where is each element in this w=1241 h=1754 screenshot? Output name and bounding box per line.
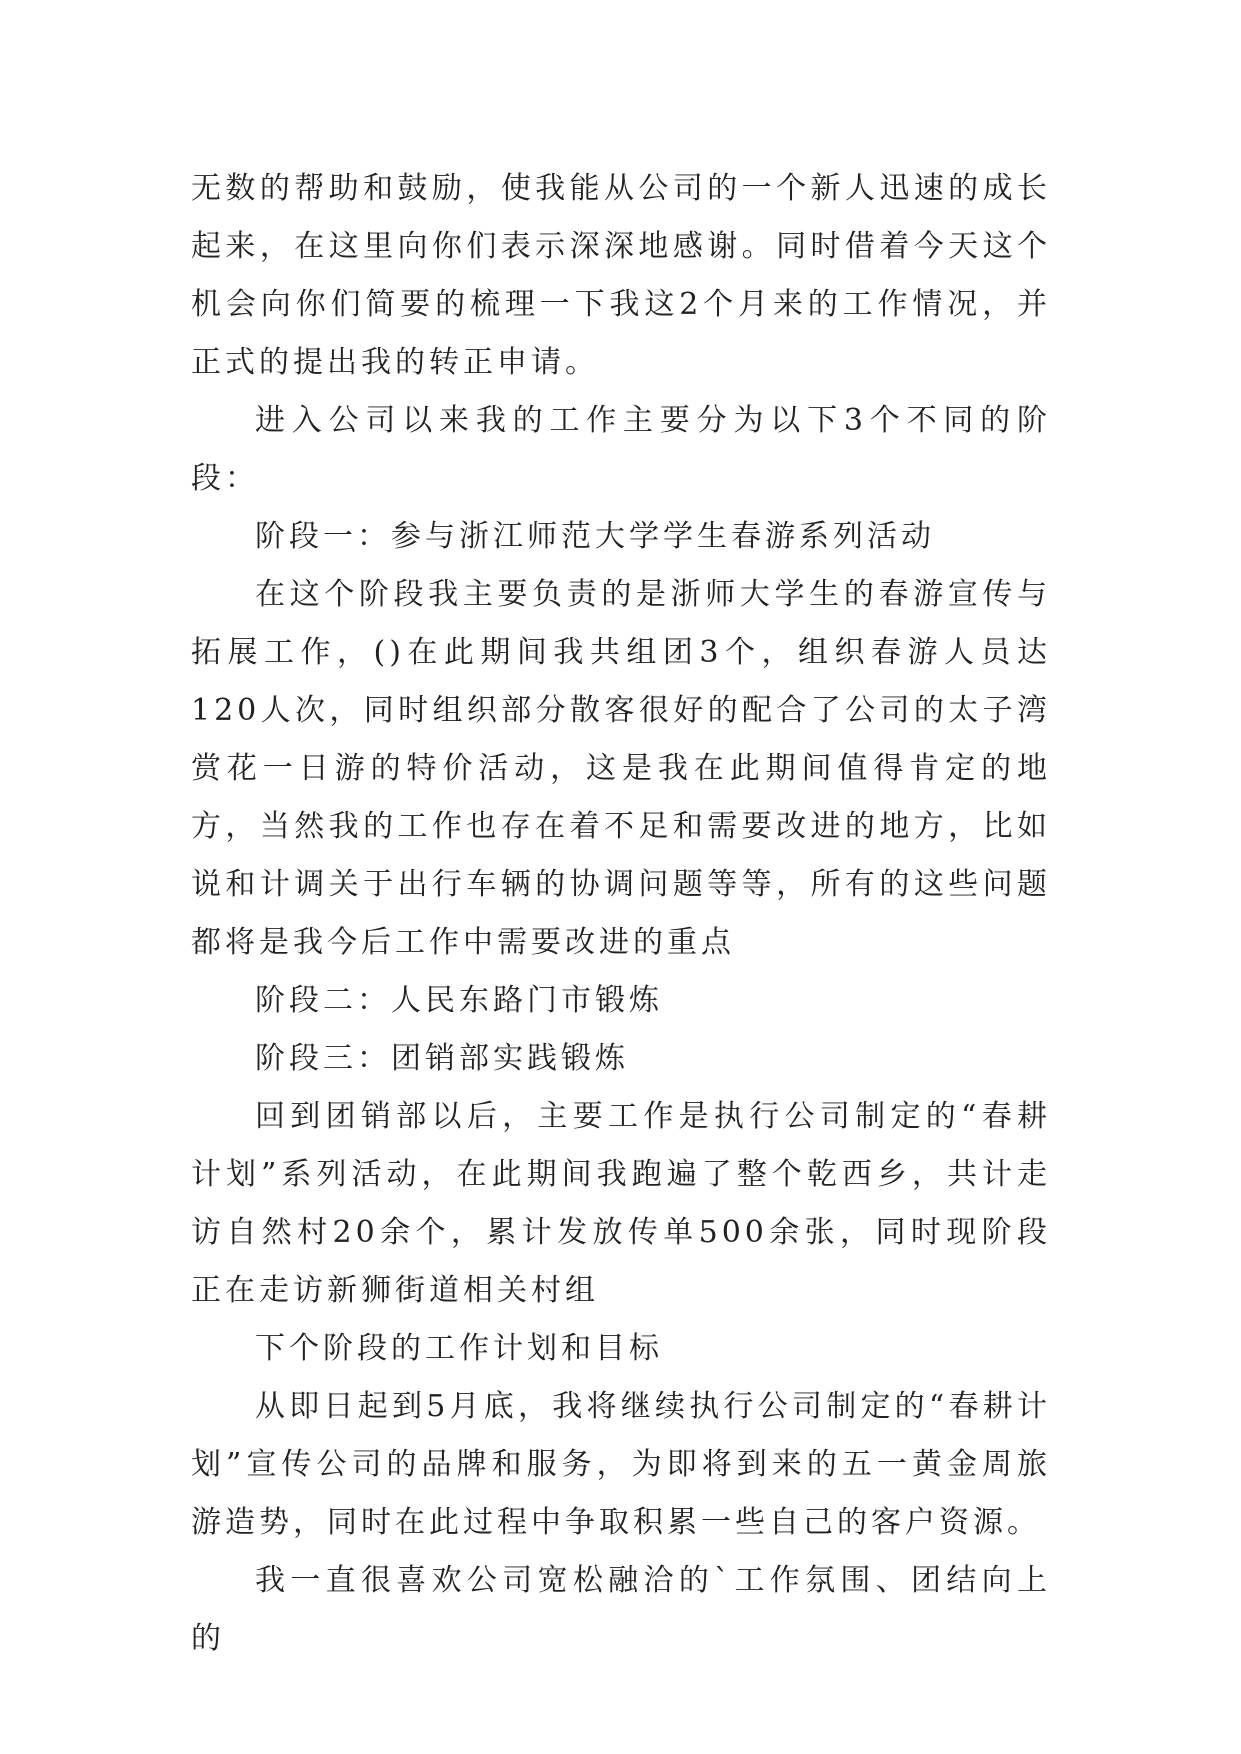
paragraph-10: 我一直很喜欢公司宽松融洽的`工作氛围、团结向上的 bbox=[191, 1563, 1051, 1656]
paragraph-4: 在这个阶段我主要负责的是浙师大学生的春游宣传与拓展工作，()在此期间我共组团3个，组织春游人员达120人次，同时组织部分散客很好的配合了公司的太子湾赏花一日游的特价活动，这是我在此期间值得肯定的地方，当然我的工作也存在着不足和需要改进的地方，比如说和计调关于出行车辆的协调问题等等，所有的这些问题都将是我今后工作中需要改进的重点 bbox=[191, 577, 1051, 960]
paragraph-2: 进入公司以来我的工作主要分为以下3个不同的阶段： bbox=[191, 403, 1051, 496]
paragraph-8: 下个阶段的工作计划和目标 bbox=[255, 1331, 663, 1366]
document-body bbox=[191, 160, 1051, 1668]
paragraph-6: 阶段三：团销部实践锻炼 bbox=[255, 1041, 629, 1076]
paragraph-5: 阶段二：人民东路门市锻炼 bbox=[255, 983, 663, 1018]
paragraph-1: 无数的帮助和鼓励，使我能从公司的一个新人迅速的成长起来，在这里向你们表示深深地感谢。同时借着今天这个机会向你们简要的梳理一下我这2个月来的工作情况，并正式的提出我的转正申请。 bbox=[191, 171, 1051, 380]
paragraph-3: 阶段一：参与浙江师范大学学生春游系列活动 bbox=[255, 519, 935, 554]
paragraph-9: 从即日起到5月底，我将继续执行公司制定的“春耕计划”宣传公司的品牌和服务，为即将到来的五一黄金周旅游造势，同时在此过程中争取积累一些自己的客户资源。 bbox=[191, 1389, 1051, 1540]
paragraph-7: 回到团销部以后，主要工作是执行公司制定的“春耕计划”系列活动，在此期间我跑遍了整个乾西乡，共计走访自然村20余个，累计发放传单500余张，同时现阶段正在走访新狮街道相关村组 bbox=[191, 1099, 1051, 1308]
